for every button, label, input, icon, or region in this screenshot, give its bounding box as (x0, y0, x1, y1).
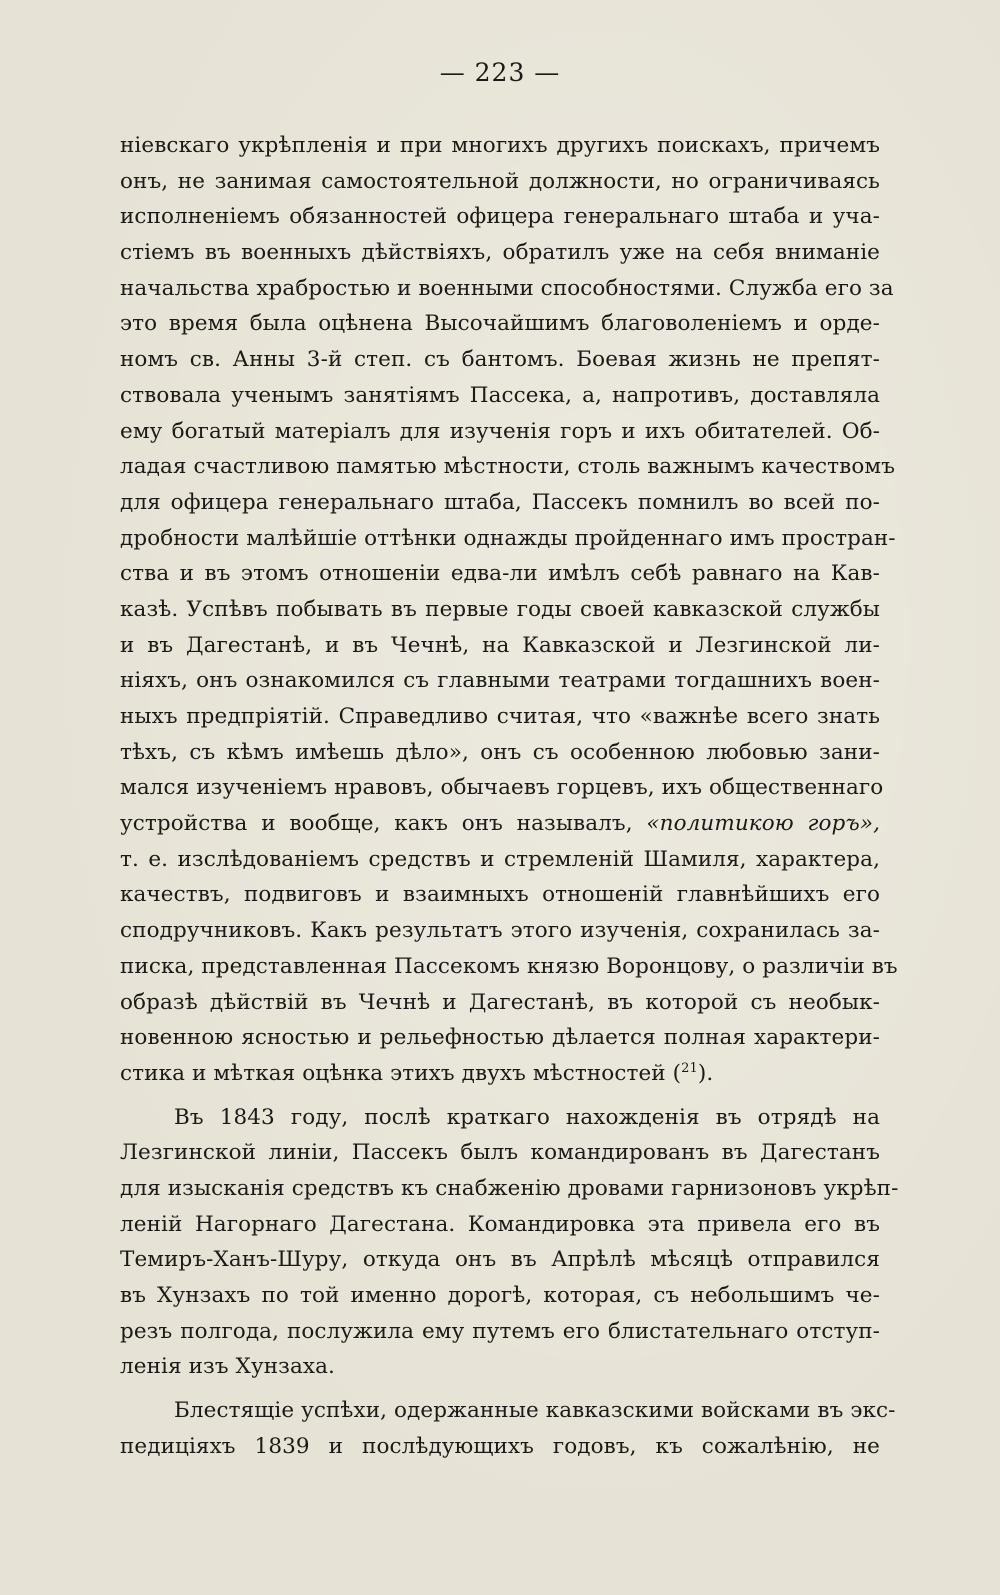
paragraph-1 (120, 128, 898, 1092)
italic-phrase: «политикою горъ», (646, 811, 881, 837)
text-line: ныхъ предпріятій. Справедливо считая, что «важнѣе всего знать (120, 704, 880, 729)
text-line: леній Нагорнаго Дагестана. Командировка эта привела его въ (120, 1211, 880, 1237)
footnote-reference: 21 (681, 1060, 698, 1076)
text-line: ладая счастливою памятью мѣстности, столь важнымъ качествомъ (120, 454, 895, 480)
text-line: начальства храбростью и военными способностями. Служба его за (120, 275, 894, 301)
text-line: ства и въ этомъ отношеніи едва-ли имѣлъ себѣ равнаго на Кав- (120, 561, 880, 587)
text-line: исполненіемъ обязанностей офицера генеральнаго штаба и уча- (120, 204, 880, 230)
footnote-open: ( (672, 1060, 682, 1086)
text-line: номъ св. Анны 3-й степ. съ бантомъ. Боевая жизнь не препят- (120, 347, 880, 373)
text-line: качествъ, подвиговъ и взаимныхъ отношеній главнѣйшихъ его (120, 882, 880, 908)
text-line: педиціяхъ 1839 и послѣдующихъ годовъ, къ сожалѣнію, не (120, 1433, 880, 1459)
text-line-with-footnote (120, 1056, 880, 1092)
text-line: т. е. изслѣдованіемъ средствъ и стремленій Шамиля, характера, (120, 846, 880, 872)
text-line: это время была оцѣнена Высочайшимъ благоволеніемъ и орде- (120, 311, 880, 337)
text-line: стіемъ въ военныхъ дѣйствіяхъ, обратилъ уже на себя вниманіе (120, 240, 880, 266)
text-line: Лезгинской линіи, Пассекъ былъ командированъ въ Дагестанъ (120, 1140, 880, 1166)
text-line: новенною ясностью и рельефностью дѣлается полная характери- (120, 1025, 880, 1051)
text-line: тѣхъ, съ кѣмъ имѣешь дѣло», онъ съ особенною любовью зани- (120, 739, 880, 765)
text-line-with-italic (120, 806, 880, 842)
text-line: Въ 1843 году, послѣ краткаго нахожденія въ отрядѣ на (174, 1104, 880, 1130)
paragraph-3 (120, 1393, 896, 1464)
text-line: ствовала ученымъ занятіямъ Пассека, а, напротивъ, доставляла (120, 382, 880, 408)
footnote-close: ). (697, 1060, 714, 1086)
text-line: въ Хунзахъ по той именно дорогѣ, которая, съ небольшимъ че- (120, 1283, 880, 1308)
text-line: образѣ дѣйствій въ Чечнѣ и Дагестанѣ, въ которой съ необык- (120, 989, 880, 1015)
text-line: для офицера генеральнаго штаба, Пассекъ помнилъ во всей по- (120, 489, 880, 515)
page-number: — 223 — (439, 58, 561, 87)
text-line: ему богатый матеріалъ для изученія горъ и ихъ обитателей. Об- (120, 418, 880, 444)
text-line: мался изученіемъ нравовъ, обычаевъ горцевъ, ихъ общественнаго (120, 775, 884, 801)
body-text (120, 128, 899, 1464)
text-fragment: стика и мѣткая оцѣнка этихъ двухъ мѣстностей (120, 1060, 666, 1086)
paragraph-2 (120, 1100, 899, 1386)
text-line: Блестящіе успѣхи, одержанные кавказскими войсками въ экс- (174, 1398, 896, 1424)
text-line: сподручниковъ. Какъ результатъ этого изученія, сохранилась за- (120, 918, 880, 944)
text-fragment: устройства и вообще, какъ онъ называлъ, (120, 811, 633, 837)
text-line: ніяхъ, онъ ознакомился съ главными театрами тогдашнихъ воен- (120, 668, 880, 694)
text-line: дробности малѣйшіе оттѣнки однажды пройденнаго имъ простран- (120, 525, 896, 551)
text-line: Темиръ-Ханъ-Шуру, откуда онъ въ Апрѣлѣ мѣсяцѣ отправился (120, 1247, 880, 1273)
text-line: казѣ. Успѣвъ побывать въ первые годы своей кавказской службы (120, 596, 880, 622)
text-line: писка, представленная Пассекомъ князю Воронцову, о различіи въ (120, 953, 898, 979)
text-line: ніевскаго укрѣпленія и при многихъ другихъ поискахъ, причемъ (120, 133, 880, 158)
text-line: для изысканія средствъ къ снабженію дровами гарнизоновъ укрѣп- (120, 1175, 899, 1201)
text-line: резъ полгода, послужила ему путемъ его блистательнаго отступ- (120, 1318, 880, 1344)
text-line: онъ, не занимая самостоятельной должности, но ограничиваясь (120, 168, 880, 194)
text-line: и въ Дагестанѣ, и въ Чечнѣ, на Кавказской и Лезгинской ли- (120, 632, 880, 658)
text-line: ленія изъ Хунзаха. (120, 1354, 335, 1380)
